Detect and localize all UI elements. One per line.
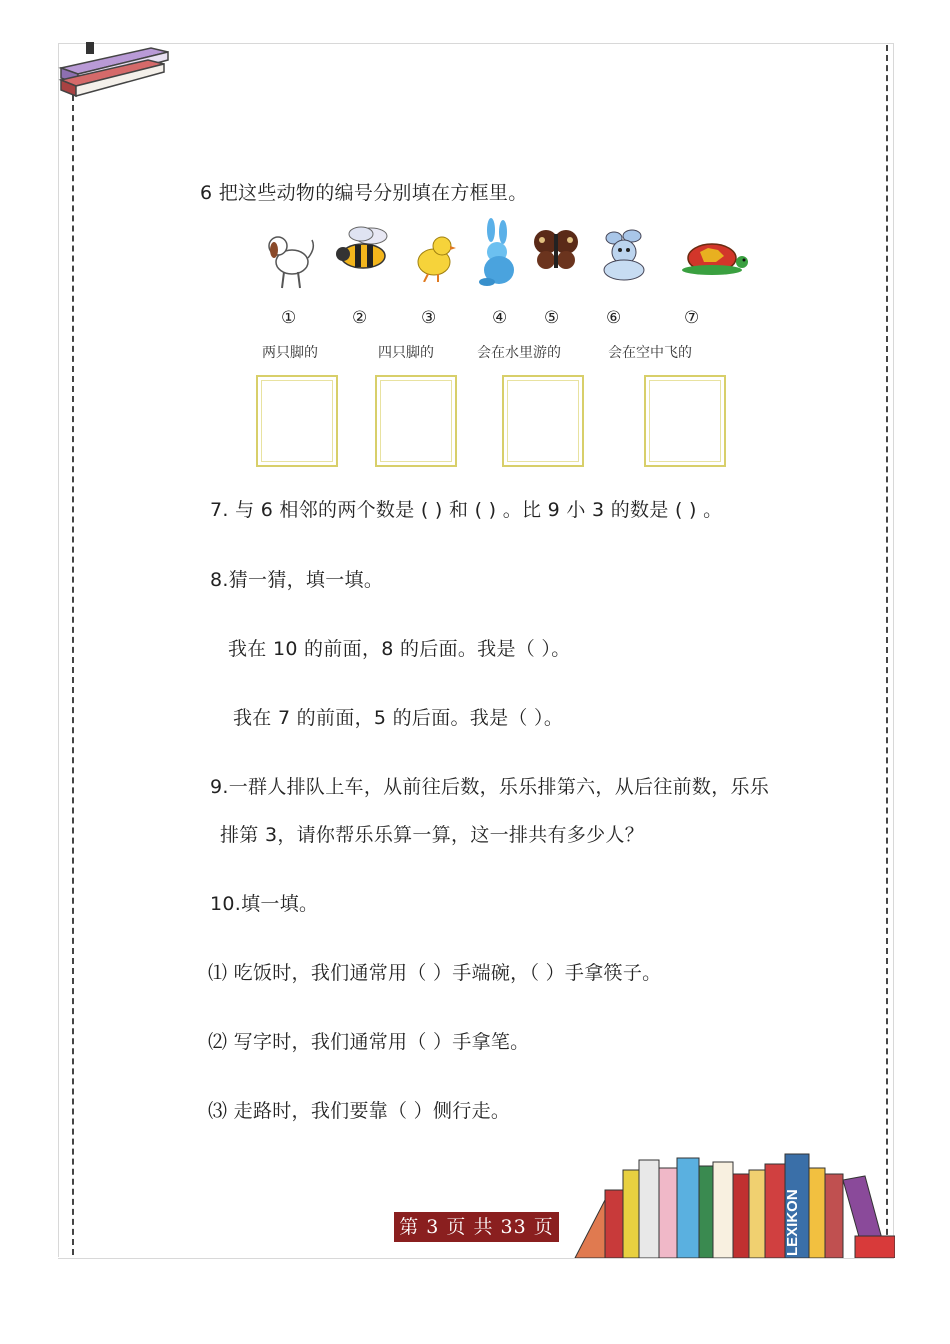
dashed-border-right <box>886 45 888 1255</box>
animal-number-5: ⑤ <box>544 308 560 328</box>
question-10-item-2: ⑵ 写字时，我们通常用（ ）手拿笔。 <box>208 1031 530 1053</box>
answer-box-four-legs[interactable] <box>375 375 457 467</box>
animal-number-6: ⑥ <box>606 308 622 328</box>
question-6-title: 6 把这些动物的编号分别填在方框里。 <box>200 182 528 204</box>
page-edge-left <box>58 43 59 1257</box>
books-stack-icon <box>56 40 176 100</box>
question-9-line-2: 排第 3，请你帮乐乐算一算，这一排共有多少人？ <box>220 824 645 846</box>
butterfly-icon <box>532 228 580 272</box>
answer-box-fly[interactable] <box>644 375 726 467</box>
question-8-title: 8.猜一猜，填一填。 <box>210 569 384 591</box>
bookshelf-icon <box>565 1140 895 1258</box>
dog-icon <box>262 228 318 292</box>
animal-number-7: ⑦ <box>684 308 700 328</box>
category-label-swim: 会在水里游的 <box>477 345 561 361</box>
animal-number-4: ④ <box>492 308 508 328</box>
rabbit-blue-icon <box>477 218 519 288</box>
question-9-line-1: 9.一群人排队上车，从前往后数，乐乐排第六，从后往前数，乐乐 <box>210 776 770 798</box>
answer-box-swim[interactable] <box>502 375 584 467</box>
question-10-title: 10.填一填。 <box>210 893 319 915</box>
chick-icon <box>406 232 456 282</box>
question-8-line-1: 我在 10 的前面，8 的后面。我是（ ）。 <box>228 638 571 660</box>
question-10-item-3: ⑶ 走路时，我们要靠（ ）侧行走。 <box>208 1100 511 1122</box>
book-spine-text: LEXIKON <box>784 1189 801 1256</box>
rabbit-icon <box>596 228 654 282</box>
bee-icon <box>333 222 393 274</box>
question-7: 7. 与 6 相邻的两个数是 ( ) 和 ( ) 。比 9 小 3 的数是 ( ) 。 <box>210 499 723 521</box>
question-10-item-1: ⑴ 吃饭时，我们通常用（ ）手端碗，（ ）手拿筷子。 <box>208 962 662 984</box>
category-label-fly: 会在空中飞的 <box>608 345 692 361</box>
animal-number-1: ① <box>281 308 297 328</box>
dashed-border-left <box>72 95 74 1255</box>
page-number-badge: 第 3 页 共 33 页 <box>394 1212 559 1242</box>
question-8-line-2: 我在 7 的前面，5 的后面。我是（ ）。 <box>233 707 564 729</box>
category-label-four-legs: 四只脚的 <box>378 345 434 361</box>
animal-number-2: ② <box>352 308 368 328</box>
animal-number-3: ③ <box>421 308 437 328</box>
turtle-icon <box>678 238 750 278</box>
category-label-two-legs: 两只脚的 <box>262 345 318 361</box>
page-edge-right <box>893 43 894 1257</box>
answer-box-two-legs[interactable] <box>256 375 338 467</box>
